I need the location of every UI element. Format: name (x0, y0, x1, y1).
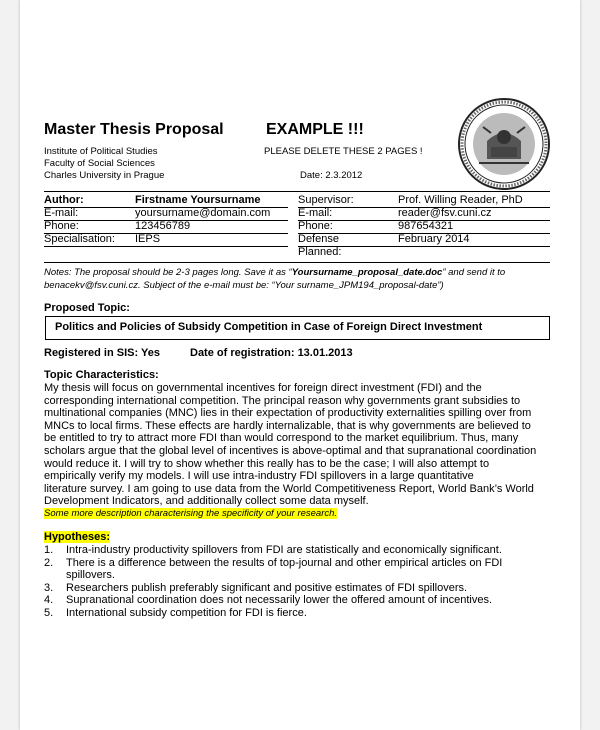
row-line (44, 220, 288, 221)
supervisor-name: Prof. Willing Reader, PhD (398, 194, 523, 206)
supervisor-label: Supervisor: (298, 194, 354, 206)
proposed-topic-text: Politics and Policies of Subsidy Competition in Case of Foreign Direct Investment (55, 321, 483, 333)
row-line (298, 207, 550, 208)
hypotheses-list (44, 544, 544, 620)
supervisor-phone-label: Phone: (298, 220, 333, 232)
text-line: Development Indicators, and additionally collect some data myself. (44, 495, 369, 508)
university-seal (457, 97, 551, 191)
supervisor-phone: 987654321 (398, 220, 454, 232)
list-item: 1. Intra-industry productivity spillovers from FDI are statistically and economically significant. (44, 544, 502, 556)
topic-characteristics-text (44, 382, 536, 521)
author-email: yoursurname@domain.com (135, 207, 271, 219)
text-line: would reduce it. I will try to show whether this really has to be the case; I will also attempt to (44, 457, 490, 470)
planned-label: Planned: (298, 246, 342, 258)
text-line: MNCs to local firms. These effects are hardly internalizable, that is why governments are believed to (44, 419, 531, 432)
text-line: scholars argue that the global level of incentives is above-optimal and that supranational coordination (44, 444, 537, 457)
row-line (298, 220, 550, 221)
author-email-label: E-mail: (44, 207, 79, 219)
info-divider (44, 262, 550, 263)
proposed-topic-label: Proposed Topic: (44, 302, 130, 314)
author-phone: 123456789 (135, 220, 191, 232)
document-page (20, 0, 580, 730)
text-line: empirically verify my models. I will use intra-industry FDI spillovers in a large quantitative (44, 470, 474, 483)
row-line (44, 246, 288, 247)
proposed-topic-box (45, 316, 550, 340)
author-name: Firstname Yoursurname (135, 194, 261, 206)
example-label: EXAMPLE !!! (266, 121, 364, 138)
row-line (298, 246, 550, 247)
text-line: multinational companies (MNC) lies in their expectation of productivity externalities spilling over from (44, 407, 532, 420)
text-line: literature survey. I am going to use data from the World Competitiveness Report, World Bank’s World (44, 482, 534, 495)
text-line: be entitled to try to attract more FDI than would correspond to the market equilibrium. Thus, many (44, 432, 519, 445)
faculty-name: Faculty of Social Sciences (44, 158, 155, 169)
notes-line-2: benacekv@fsv.cuni.cz. Subject of the e-mail must be: “Your surname_JPM194_proposal-date”) (44, 280, 444, 291)
author-spec-label: Specialisation: (44, 233, 115, 245)
institute-name: Institute of Political Studies (44, 146, 158, 157)
defense-label: Defense (298, 233, 339, 245)
author-phone-label: Phone: (44, 220, 79, 232)
list-item: 5. International subsidy competition for FDI is fierce. (44, 606, 307, 619)
supervisor-email-label: E-mail: (298, 207, 333, 219)
topic-characteristics-label: Topic Characteristics: (44, 369, 159, 381)
delete-note: PLEASE DELETE THESE 2 PAGES ! (264, 146, 423, 157)
header-divider (44, 191, 550, 192)
row-line (44, 207, 288, 208)
supervisor-email: reader@fsv.cuni.cz (398, 207, 492, 219)
list-item: 4. Supranational coordination does not necessarily lower the offered amount of incentives. (44, 594, 493, 607)
document-title: Master Thesis Proposal (44, 121, 224, 138)
author-spec: IEPS (135, 233, 161, 245)
highlighted-instruction: Some more description characterising the specificity of your research. (44, 507, 338, 519)
text-line: My thesis will focus on governmental incentives for foreign direct investment (FDI) and the (44, 382, 482, 394)
document-date: Date: 2.3.2012 (300, 170, 363, 181)
list-item: 2. There is a difference between the results of top-journal and other empirical articles on FDI spillovers. (44, 556, 503, 582)
registered-in-sis: Registered in SIS: Yes (44, 347, 160, 359)
row-line (298, 233, 550, 234)
hypotheses-label: Hypotheses: (44, 531, 111, 543)
university-name: Charles University in Prague (44, 170, 165, 181)
list-item: 3. Researchers publish preferably significant and positive estimates of FDI spillovers. (44, 581, 468, 594)
author-label: Author: (44, 194, 84, 206)
defense-date: February 2014 (398, 233, 470, 245)
registration-date: Date of registration: 13.01.2013 (190, 347, 353, 359)
row-line (44, 233, 288, 234)
text-line: corresponding international competition. The principal reason why governments grant subsidies to (44, 394, 521, 407)
notes-line-1: Notes: The proposal should be 2-3 pages long. Save it as “Yoursurname_proposal_date.doc” and send it to (44, 267, 506, 278)
